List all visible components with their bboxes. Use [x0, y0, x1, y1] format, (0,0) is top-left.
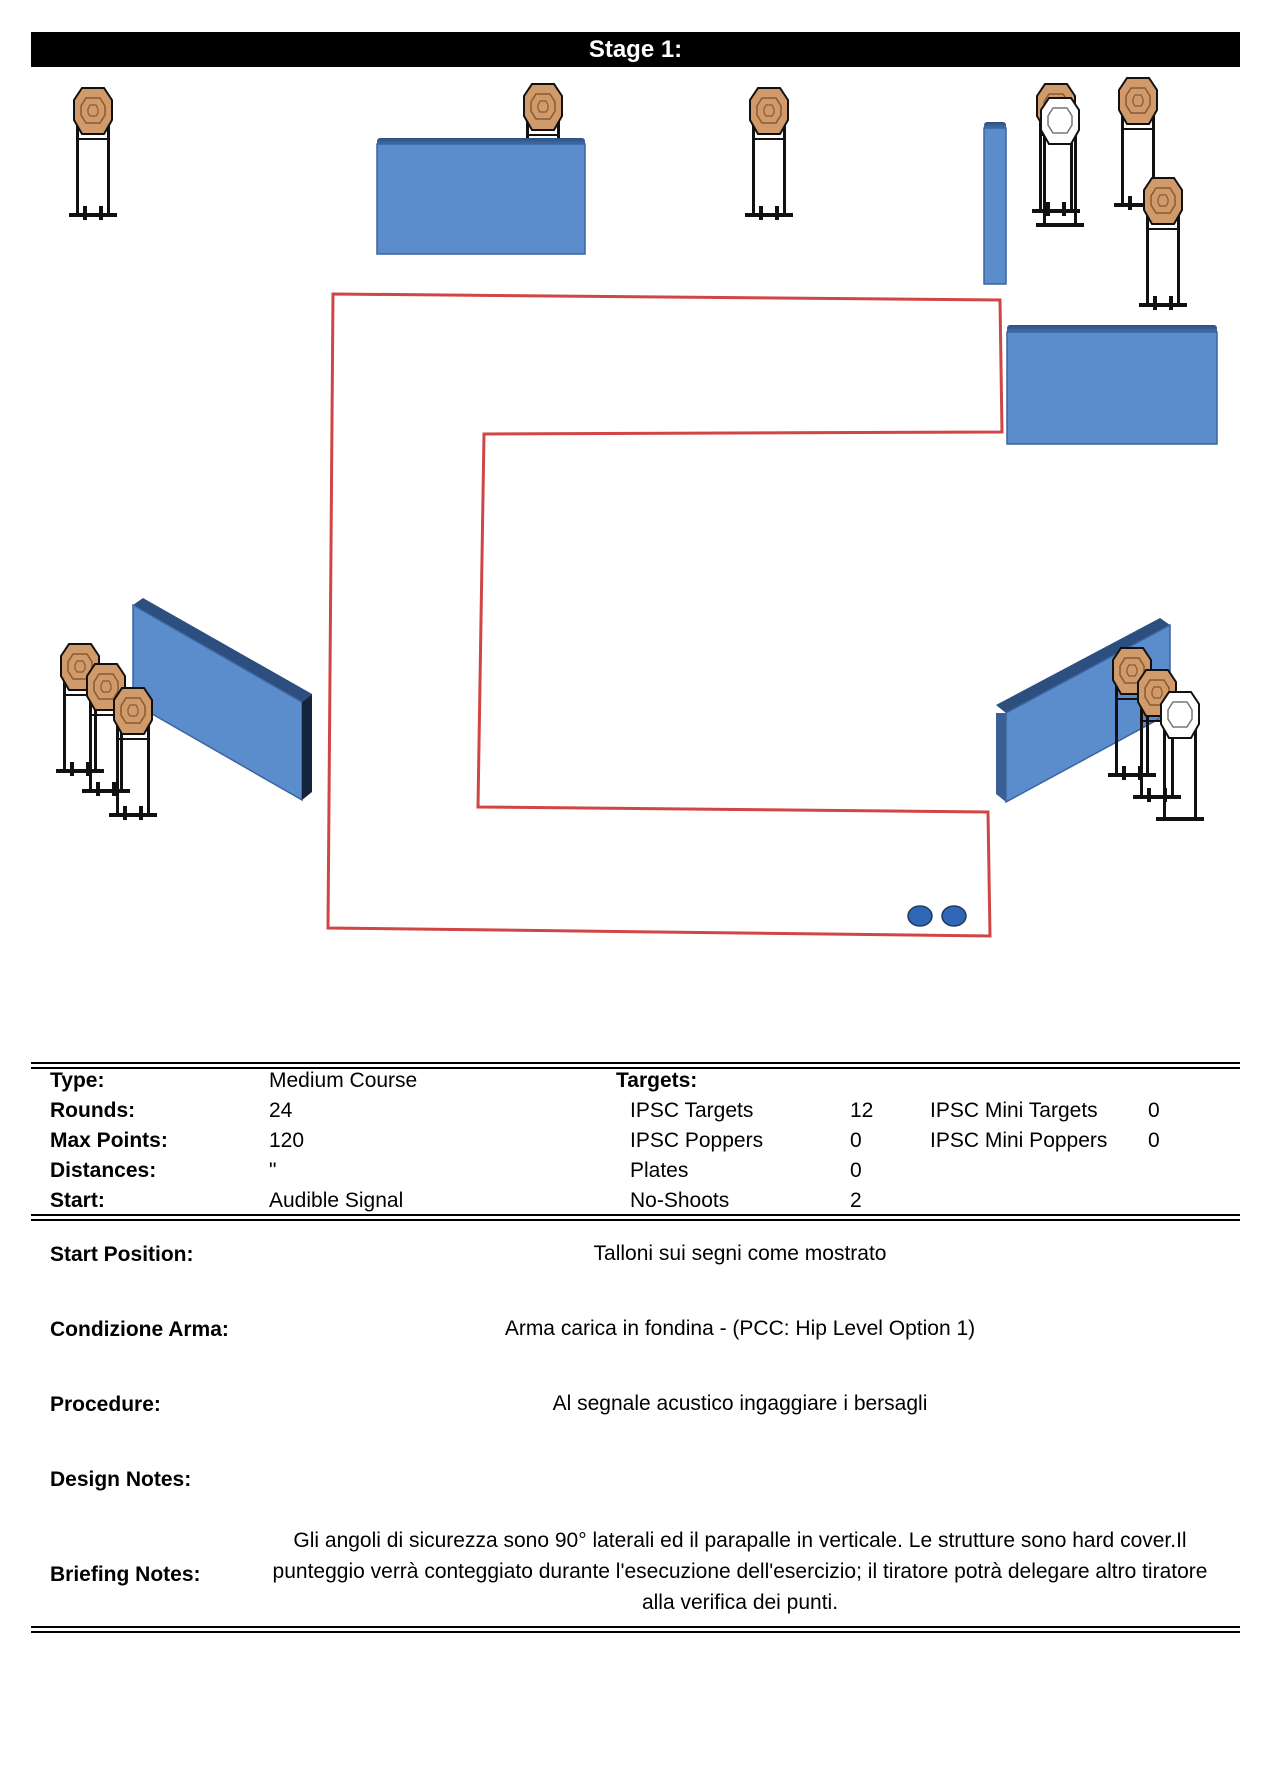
- target-top-right-c: [1139, 178, 1187, 310]
- no-shoot-right: [1156, 692, 1204, 821]
- briefing-notes-text: Gli angoli di sicurezza sono 90° laterali ed il parapalle in verticale. Le strutture sono hard cover.Il punteggio verrà conteggiato durante l'esecuzione dell'esercizio; il tiratore potrà delegare altro tiratore alla verifica dei punti.: [272, 1529, 1208, 1614]
- wall-narrow-vertical: [984, 122, 1006, 284]
- start-label: Start:: [50, 1189, 105, 1212]
- targets-heading: Targets:: [616, 1069, 698, 1092]
- ipsc-targets-value: 12: [850, 1099, 874, 1122]
- sections-bottom-rule: [31, 1626, 1240, 1633]
- start-position-marker-left: [908, 906, 932, 926]
- ipsc-mini-targets-label: IPSC Mini Targets: [930, 1099, 1098, 1122]
- rounds-label: Rounds:: [50, 1099, 136, 1122]
- stage-title: Stage 1:: [31, 32, 1240, 67]
- procedure-text: Al segnale acustico ingaggiare i bersagli: [552, 1392, 928, 1415]
- stage-diagram: [0, 70, 1266, 970]
- condizione-arma-label: Condizione Arma:: [50, 1318, 229, 1341]
- type-value: Medium Course: [269, 1069, 418, 1092]
- type-label: Type:: [50, 1069, 105, 1092]
- plates-value: 0: [850, 1159, 862, 1182]
- distances-value: ": [269, 1159, 277, 1182]
- no-shoots-label: No-Shoots: [630, 1189, 730, 1212]
- target-top-left: [69, 88, 117, 220]
- start-position-label: Start Position:: [50, 1243, 194, 1266]
- target-left-c: [109, 688, 157, 820]
- ipsc-mini-poppers-label: IPSC Mini Poppers: [930, 1129, 1108, 1152]
- start-position-text: Talloni sui segni come mostrato: [593, 1242, 887, 1265]
- design-notes-label: Design Notes:: [50, 1468, 192, 1491]
- distances-label: Distances:: [50, 1159, 157, 1182]
- no-shoot-top-right: [1036, 98, 1084, 227]
- procedure-label: Procedure:: [50, 1393, 161, 1416]
- condizione-arma-text: Arma carica in fondina - (PCC: Hip Level Option 1): [504, 1317, 976, 1340]
- target-top-right: [745, 88, 793, 220]
- ipsc-mini-targets-value: 0: [1148, 1099, 1160, 1122]
- max-points-label: Max Points:: [50, 1129, 168, 1152]
- wall-top-center: [377, 138, 585, 254]
- ipsc-poppers-value: 0: [850, 1129, 862, 1152]
- plates-label: Plates: [630, 1159, 689, 1182]
- info-bottom-rule: [31, 1214, 1240, 1221]
- rounds-value: 24: [269, 1099, 293, 1122]
- start-value: Audible Signal: [269, 1189, 404, 1212]
- briefing-notes-label: Briefing Notes:: [50, 1563, 201, 1586]
- ipsc-targets-label: IPSC Targets: [630, 1099, 754, 1122]
- max-points-value: 120: [269, 1129, 305, 1152]
- ipsc-poppers-label: IPSC Poppers: [630, 1129, 764, 1152]
- start-position-marker-right: [942, 906, 966, 926]
- no-shoots-value: 2: [850, 1189, 862, 1212]
- ipsc-mini-poppers-value: 0: [1148, 1129, 1160, 1152]
- fault-line: [328, 294, 1002, 936]
- wall-left-angled: [133, 598, 312, 800]
- wall-right: [1007, 325, 1217, 444]
